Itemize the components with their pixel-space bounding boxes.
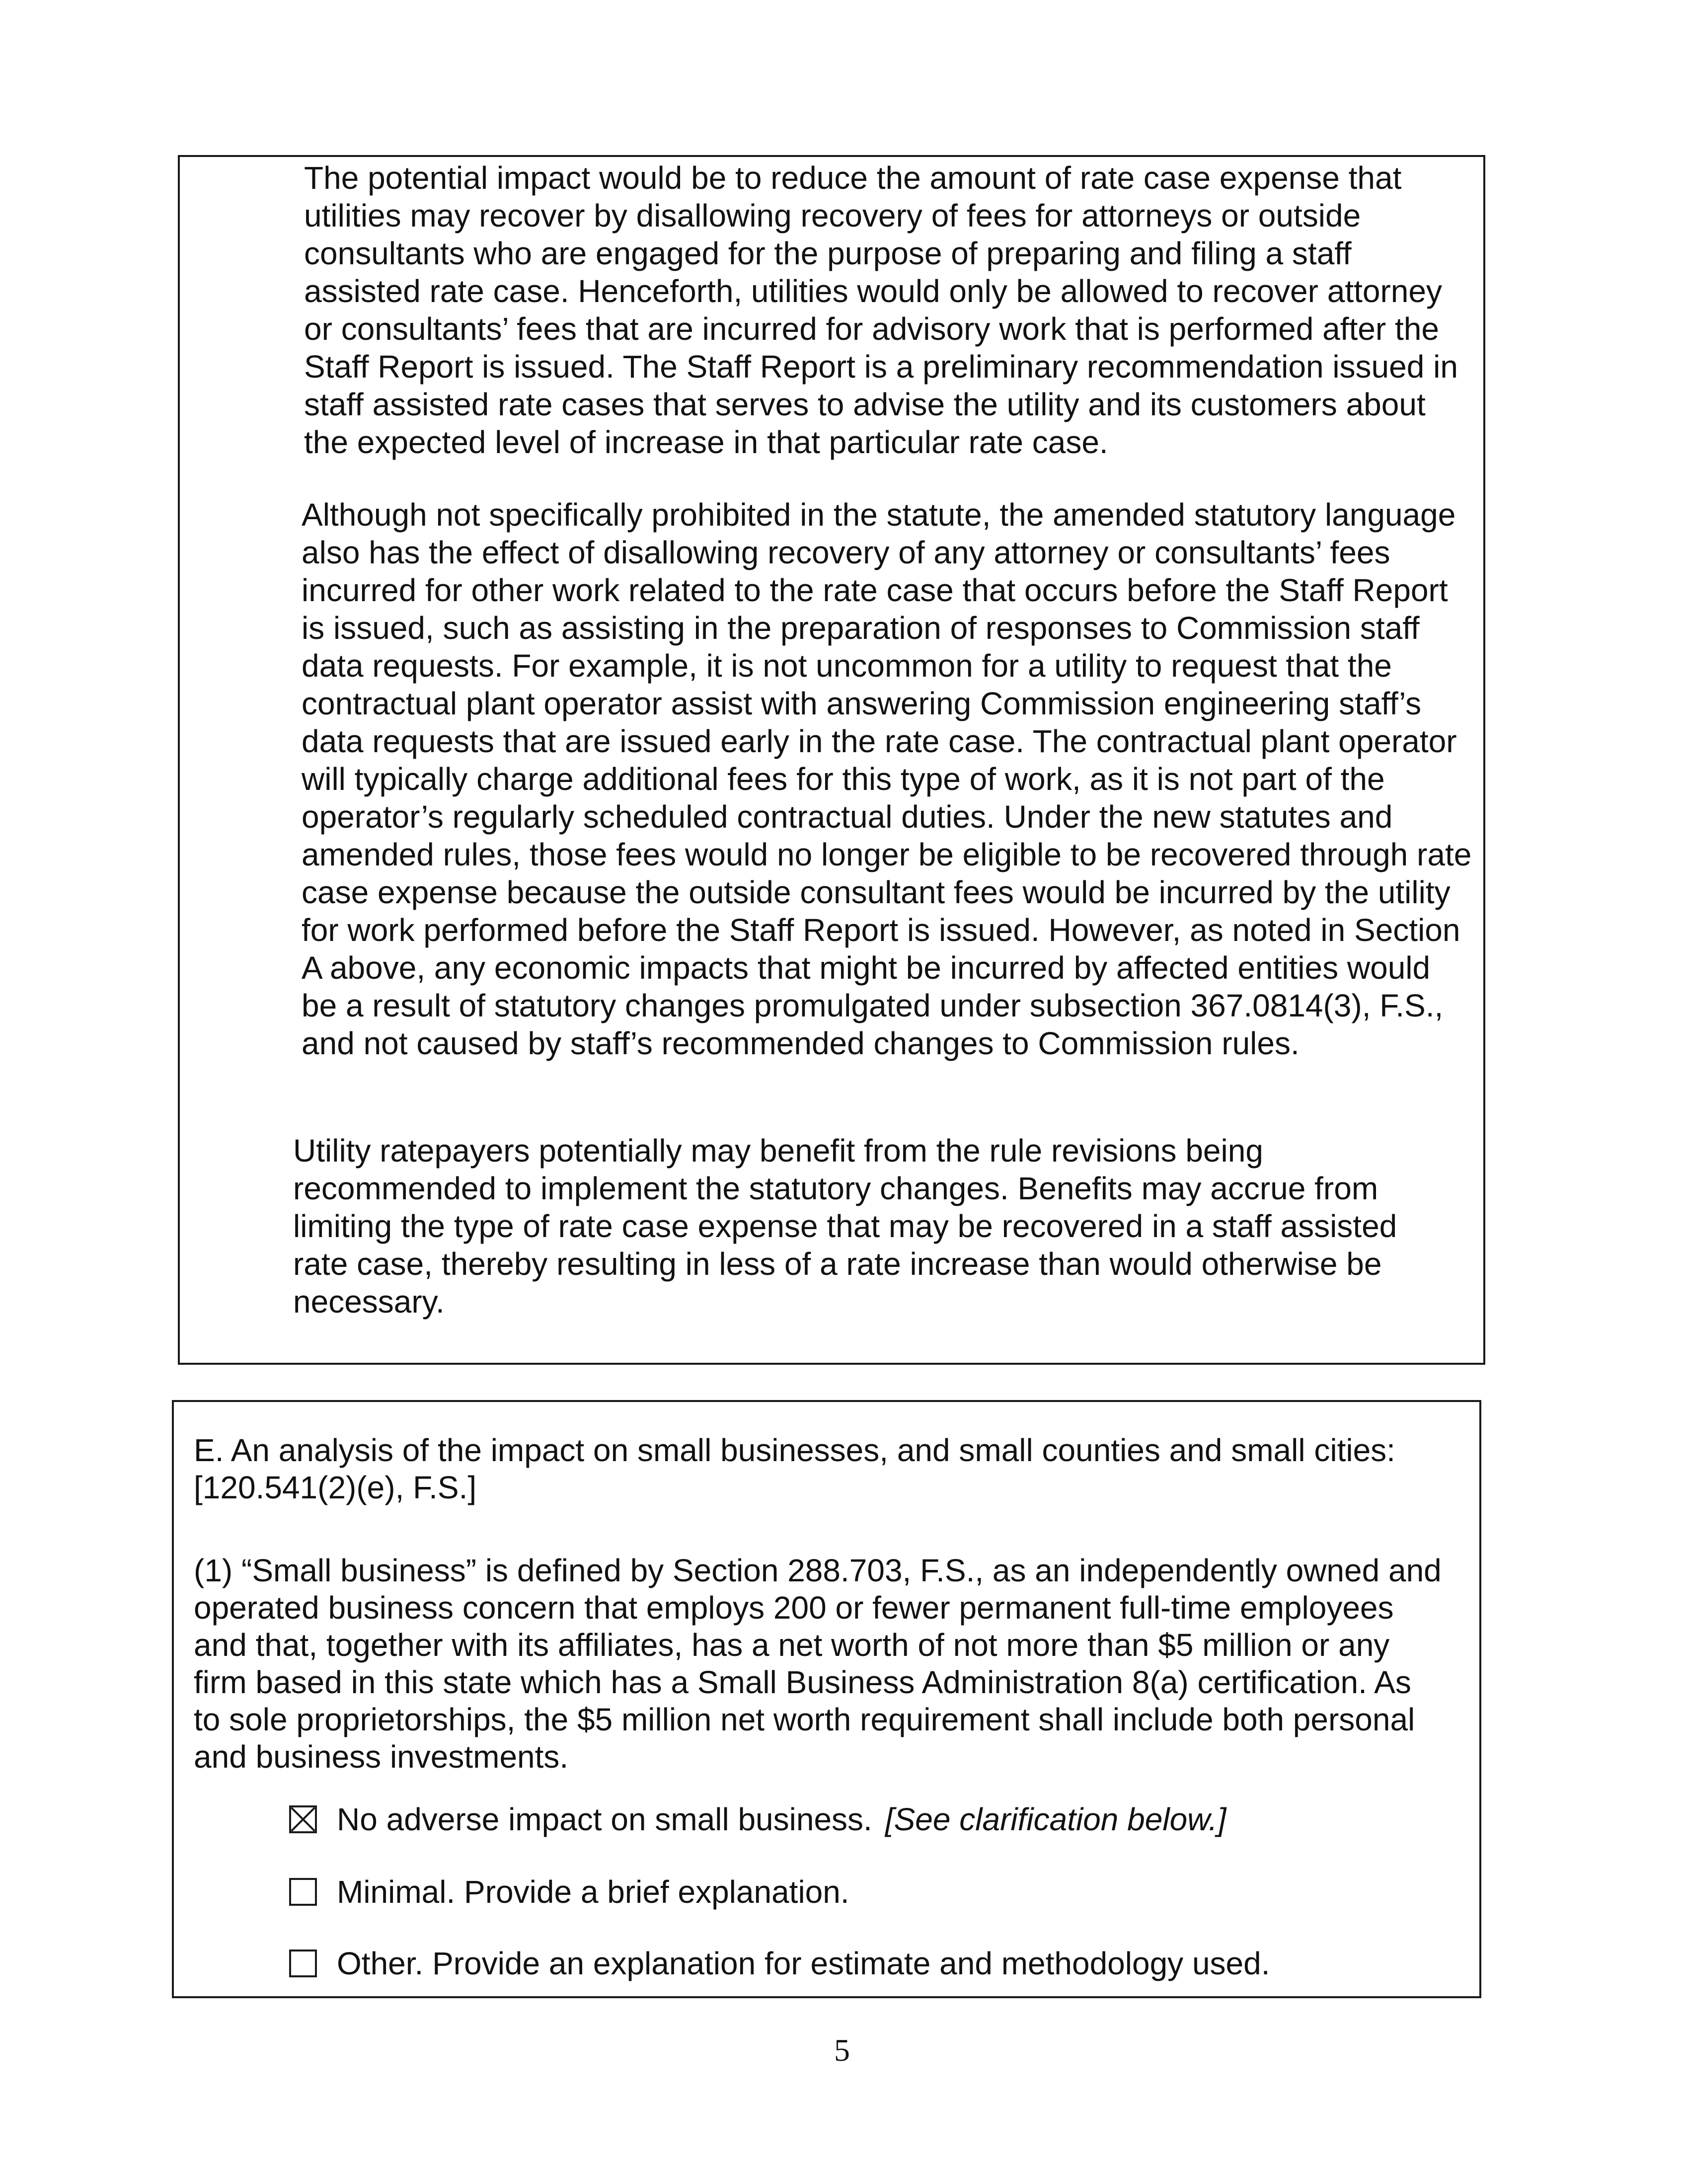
option-label: No adverse impact on small business. (337, 1801, 872, 1837)
option-other[interactable] (289, 1945, 1270, 1982)
checkbox-icon[interactable] (289, 1950, 317, 1977)
clarification-note: [See clarification below.] (885, 1801, 1226, 1837)
page-number: 5 (834, 2032, 850, 2068)
paragraph-rate-case-impact: The potential impact would be to reduce the amount of rate case expense that utilities may recover by disallowing recovery of fees for attorneys or outside consultants who are engaged for the purpose of preparing and filing a staff assisted rate case. Henceforth, utilities would only be allowed to recover attorney or consultants’ fees that are incurred for advisory work that is performed after the Staff Report is issued. The Staff Report is a preliminary recommendation issued in staff assisted rate cases that serves to advise the utility and its customers about the expected level of increase in that particular rate case. (304, 160, 1458, 460)
small-business-definition: (1) “Small business” is defined by Section 288.703, F.S., as an independently owned and operated business concern that employs 200 or fewer permanent full-time employees and that, together with its affiliates, has a net worth of not more than $5 million or any firm based in this state which has a Small Business Administration 8(a) certification. As to sole proprietorships, the $5 million net worth requirement shall include both personal and business investments. (194, 1553, 1442, 1775)
option-no-adverse-impact[interactable] (289, 1800, 1226, 1838)
section-e-heading: E. An analysis of the impact on small businesses, and small counties and small cities: [120.541(2)(e), F.S.] (194, 1432, 1395, 1505)
checked-checkbox-icon[interactable] (289, 1805, 317, 1833)
paragraph-statutory-language: Although not specifically prohibited in the statute, the amended statutory language also has the effect of disallowing recovery of any attorney or consultants’ fees incurred for other work related to the rate case that occurs before the Staff Report is issued, such as assisting in the preparation of responses to Commission staff data requests. For example, it is not uncommon for a utility to request that the contractual plant operator assist with answering Commission engineering staff’s data requests that are issued early in the rate case. The contractual plant operator will typically charge additional fees for this type of work, as it is not part of the operator’s regularly scheduled contractual duties. Under the new statutes and amended rules, those fees would no longer be eligible to be recovered through rate case expense because the outside consultant fees would be incurred by the utility for work performed before the Staff Report is issued. However, as noted in Section A above, any economic impacts that might be incurred by affected entities would be a result of statutory changes promulgated under subsection 367.0814(3), F.S., and not caused by staff’s recommended changes to Commission rules. (302, 497, 1472, 1061)
section-e-box (172, 1400, 1481, 1998)
paragraph-ratepayer-benefits: Utility ratepayers potentially may benefit from the rule revisions being recommended to implement the statutory changes. Benefits may accrue from limiting the type of rate case expense that may be recovered in a staff assisted rate case, thereby resulting in less of a rate increase than would otherwise be necessary. (293, 1133, 1397, 1320)
option-label: Other. Provide an explanation for estimate and methodology used. (337, 1946, 1270, 1981)
option-label: Minimal. Provide a brief explanation. (337, 1874, 849, 1910)
section-d-box (178, 155, 1485, 1365)
checkbox-icon[interactable] (289, 1878, 317, 1906)
option-minimal[interactable] (289, 1873, 849, 1911)
